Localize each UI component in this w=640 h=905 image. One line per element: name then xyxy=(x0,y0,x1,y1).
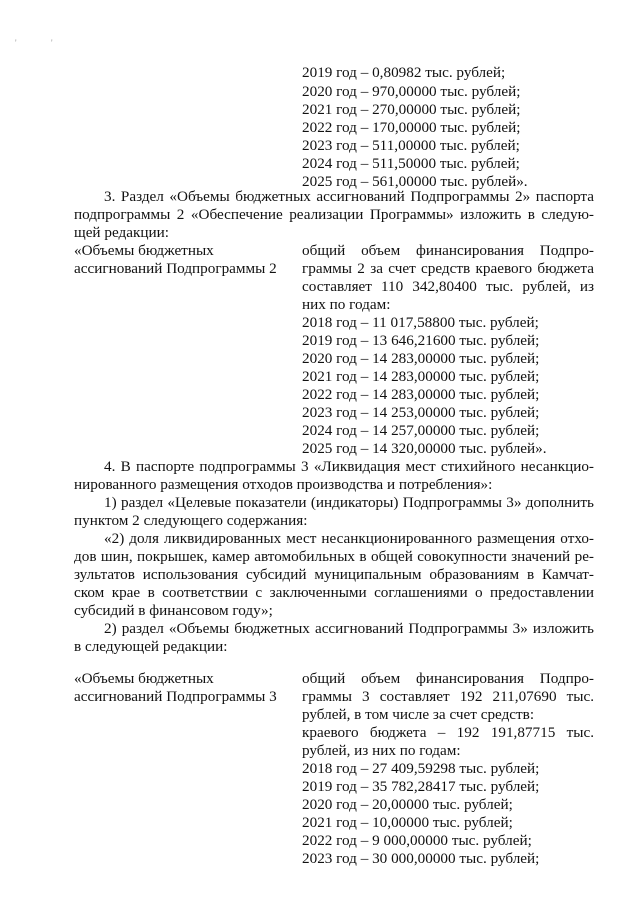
list-item: 2020 год – 14 283,00000 тыс. рублей; xyxy=(302,350,540,367)
list-item: 2019 год – 13 646,21600 тыс. рублей; xyxy=(302,332,540,349)
list-item: 2021 год – 270,00000 тыс. рублей; xyxy=(302,101,521,118)
block-text-line: общий объем финансирования Подпро- xyxy=(302,242,594,259)
list-item: 2020 год – 20,00000 тыс. рублей; xyxy=(302,796,513,813)
paragraph-line: дов шин, покрышек, камер автомобильных в общей совокупности значений ре- xyxy=(74,548,594,565)
list-item: 2020 год – 970,00000 тыс. рублей; xyxy=(302,83,521,100)
list-item: 2021 год – 14 283,00000 тыс. рублей; xyxy=(302,368,540,385)
paragraph-line: подпрограммы 2 «Обеспечение реализации Программы» изложить в следую- xyxy=(74,206,594,223)
block-text-line: краевого бюджета – 192 191,87715 тыс. xyxy=(302,724,594,741)
list-item: 2018 год – 27 409,59298 тыс. рублей; xyxy=(302,760,540,777)
list-item: 2023 год – 30 000,00000 тыс. рублей; xyxy=(302,850,540,867)
list-item: 2024 год – 511,50000 тыс. рублей; xyxy=(302,155,520,172)
list-item: 2022 год – 9 000,00000 тыс. рублей; xyxy=(302,832,532,849)
block-text-line: граммы 3 составляет 192 211,07690 тыс. xyxy=(302,688,594,705)
paragraph-line: зультатов использования субсидий муниципальным образованиям в Камчат- xyxy=(74,566,594,583)
list-item: 2023 год – 511,00000 тыс. рублей; xyxy=(302,137,520,154)
paragraph-line: 3. Раздел «Объемы бюджетных ассигнований Подпрограммы 2» паспорта xyxy=(104,188,594,205)
block-label-line: «Объемы бюджетных xyxy=(74,670,214,687)
list-item: 2023 год – 14 253,00000 тыс. рублей; xyxy=(302,404,540,421)
list-item: 2021 год – 10,00000 тыс. рублей; xyxy=(302,814,513,831)
paragraph-line: субсидий в финансовом году»; xyxy=(74,602,273,619)
block-text-line: граммы 2 за счет средств краевого бюджета xyxy=(302,260,594,277)
list-item: 2025 год – 561,00000 тыс. рублей». xyxy=(302,173,528,190)
list-item: 2022 год – 14 283,00000 тыс. рублей; xyxy=(302,386,540,403)
scan-mark: ' xyxy=(15,38,17,48)
paragraph-line: ском крае в соответствии с заключенными соглашениями о предоставлении xyxy=(74,584,594,601)
paragraph-line: щей редакции: xyxy=(74,224,169,241)
list-item: 2022 год – 170,00000 тыс. рублей; xyxy=(302,119,521,136)
paragraph-line: пунктом 2 следующего содержания: xyxy=(74,512,308,529)
paragraph-line: нированного размещения отходов производства и потребления»: xyxy=(74,476,493,493)
list-item: 2019 год – 35 782,28417 тыс. рублей; xyxy=(302,778,540,795)
block-label-line: ассигнований Подпрограммы 3 xyxy=(74,688,277,705)
block-label-line: ассигнований Подпрограммы 2 xyxy=(74,260,277,277)
paragraph-line: 2) раздел «Объемы бюджетных ассигнований Подпрограммы 3» изложить xyxy=(104,620,594,637)
block-text-line: общий объем финансирования Подпро- xyxy=(302,670,594,687)
block-label-line: «Объемы бюджетных xyxy=(74,242,214,259)
paragraph-line: «2) доля ликвидированных мест несанкционированного размещения отхо- xyxy=(104,530,594,547)
list-item: 2024 год – 14 257,00000 тыс. рублей; xyxy=(302,422,540,439)
paragraph-line: в следующей редакции: xyxy=(74,638,228,655)
block-text-line: составляет 110 342,80400 тыс. рублей, из xyxy=(302,278,594,295)
list-item: 2019 год – 0,80982 тыс. рублей; xyxy=(302,64,506,81)
list-item: 2018 год – 11 017,58800 тыс. рублей; xyxy=(302,314,539,331)
block-text-line: них по годам: xyxy=(302,296,391,313)
block-text-line: рублей, в том числе за счет средств: xyxy=(302,706,535,723)
scan-mark: ' xyxy=(51,38,53,48)
paragraph-line: 1) раздел «Целевые показатели (индикаторы) Подпрограммы 3» дополнить xyxy=(104,494,594,511)
list-item: 2025 год – 14 320,00000 тыс. рублей». xyxy=(302,440,547,457)
block-text-line: рублей, из них по годам: xyxy=(302,742,461,759)
paragraph-line: 4. В паспорте подпрограммы 3 «Ликвидация мест стихийного несанкцио- xyxy=(104,458,594,475)
